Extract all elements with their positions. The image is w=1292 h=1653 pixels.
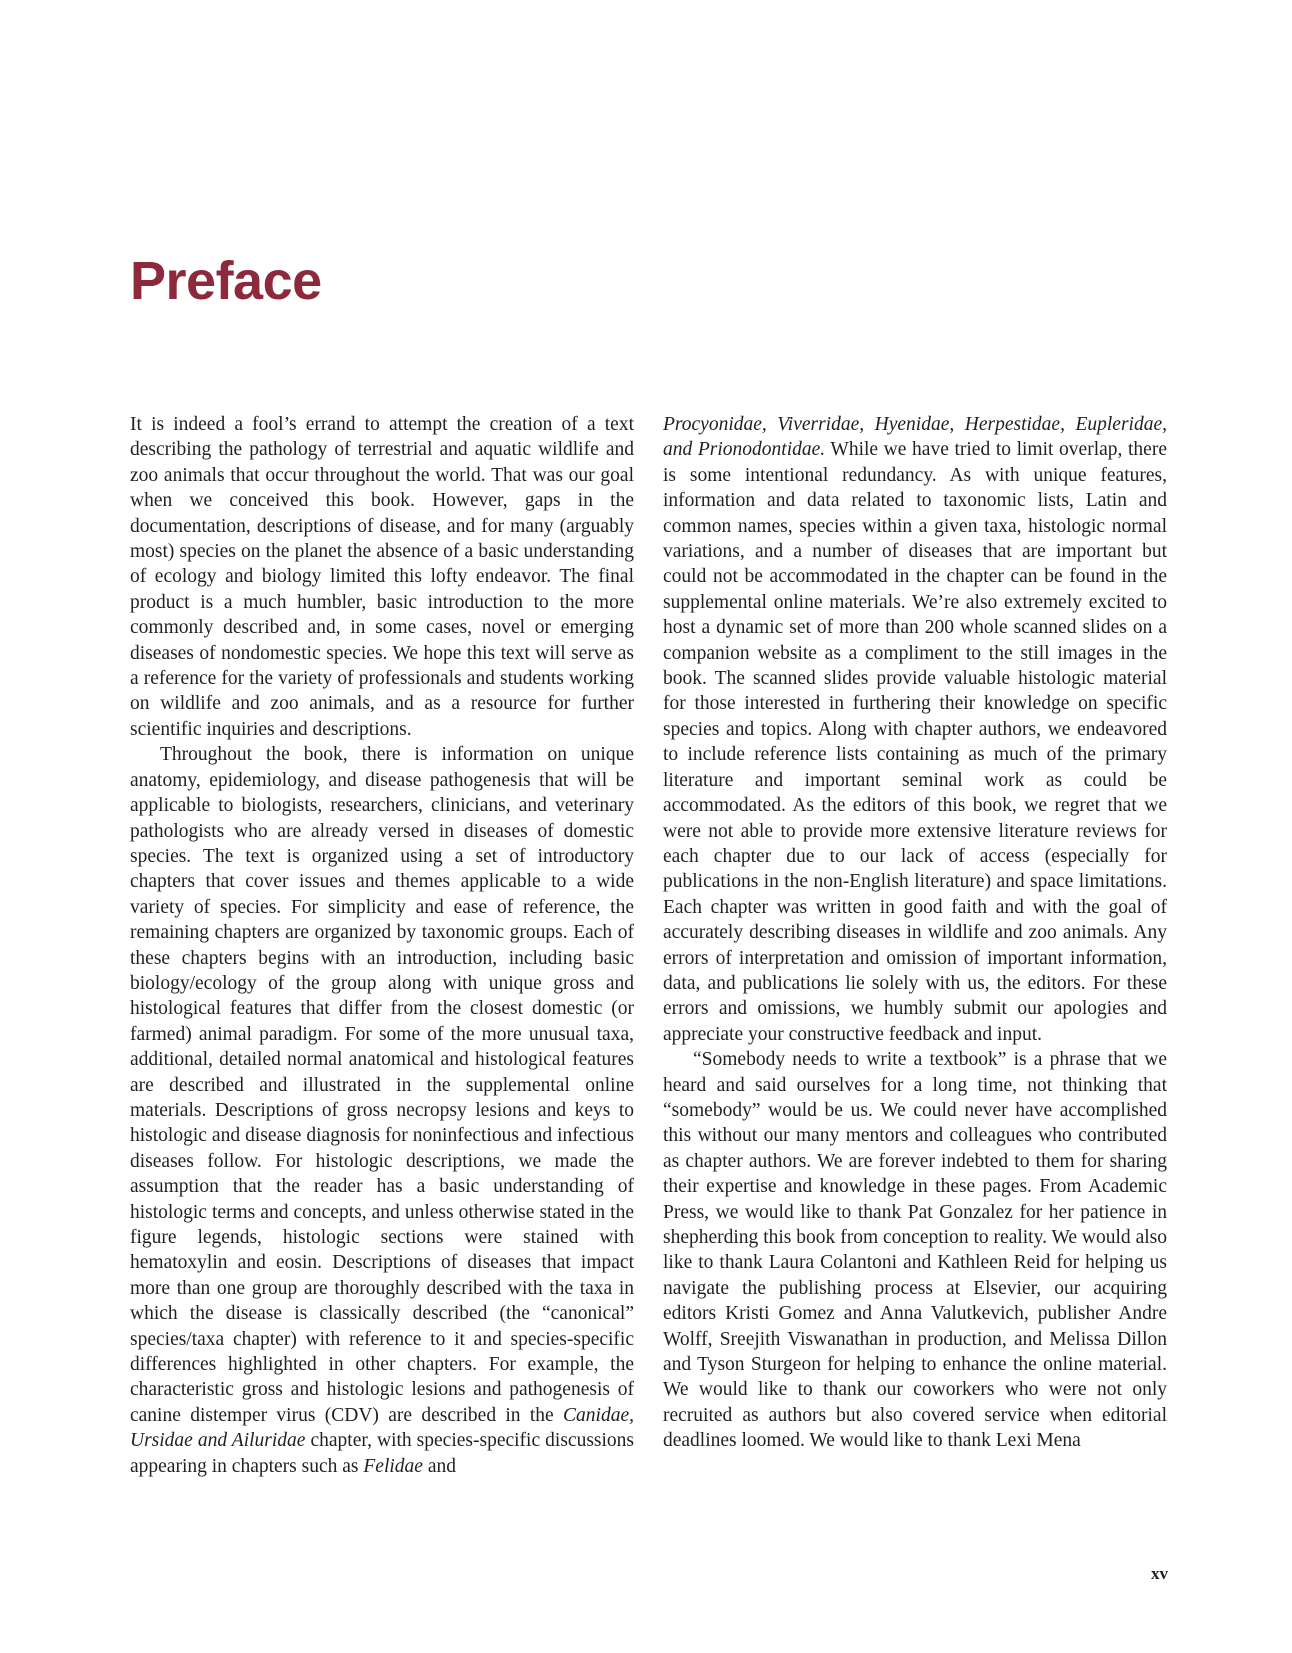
taxon-name: Felidae: [363, 1455, 423, 1477]
paragraph-organization: [130, 742, 634, 1479]
page-title: Preface: [130, 251, 322, 311]
paragraph-text: Throughout the book, there is information on unique anatomy, epidemiology, and disease pathogenesis that will be applicable to biologists, researchers, clinicians, and veterinary pathologists who are already versed in diseases of domestic species. The text is organized using a set of introductory chapters that cover issues and themes applicable to a wide variety of species. For simplicity and ease of reference, the remaining chapters are organized by taxonomic groups. Each of these chapters begins with an introduction, including basic biology/ecology of the group along with unique gross and histological features that differ from the closest domestic (or farmed) animal paradigm. For some of the more unusual taxa, additional, detailed normal anatomical and histological features are described and illustrated in the supplemental online materials. Descriptions of gross necropsy lesions and keys to histologic and disease diagnosis for noninfectious and infectious diseases follow. For histologic descriptions, we made the assumption that the reader has a basic understanding of histologic terms and concepts, and unless otherwise stated in the figure legends, histologic sections were stained with hematoxylin and eosin. Descriptions of diseases that impact more than one group are thoroughly described with the taxa in which the disease is classically described (the “canonical” species/taxa chapter) with reference to it and species-specific differences highlighted in other chapters. For example, the characteristic gross and histologic lesions and pathogenesis of canine distemper virus (CDV) are described in the: [130, 744, 634, 1426]
paragraph-intro: It is indeed a fool’s errand to attempt the creation of a text describing the pathology of terrestrial and aquatic wildlife and zoo animals that occur throughout the world. That was our goal when we conceived this book. However, gaps in the documentation, descriptions of disease, and for many (arguably most) species on the planet the absence of a basic understanding of ecology and biology limited this lofty endeavor. The final product is a much humbler, basic introduction to the more commonly described and, in some cases, novel or emerging diseases of nondomestic species. We hope this text will serve as a reference for the variety of professionals and students working on wildlife and zoo animals, and as a resource for further scientific inquiries and descriptions.: [130, 414, 634, 740]
paragraph-text: While we have tried to limit overlap, there is some intentional redundancy. As with unique features, information and data related to taxonomic lists, Latin and common names, species within a given taxa, histologic normal variations, and a number of diseases that are important but could not be accommodated in the chapter can be found in the supplemental online materials. We’re also extremely excited to host a dynamic set of more than 200 whole scanned slides on a companion website as a compliment to the still images in the book. The scanned slides provide valuable histologic material for those interested in furthering their knowledge on specific species and topics. Along with chapter authors, we endeavored to include reference lists containing as much of the primary literature and important seminal work as could be accommodated. As the editors of this book, we regret that we were not able to provide more extensive literature reviews for each chapter due to our lack of access (especially for publications in the non-English literature) and space limitations. Each chapter was written in good faith and with the goal of accurately describing diseases in wildlife and zoo animals. Any errors of interpretation and omission of important information, data, and publications lie solely with us, the editors. For these errors and omissions, we humbly submit our apologies and appreciate your constructive feedback and input.: [663, 439, 1167, 1045]
right-column: [663, 412, 1167, 1454]
paragraph-text: chapter, with species-specific discussions appearing in chapters such as: [130, 1430, 634, 1477]
page-number: xv: [1151, 1564, 1168, 1583]
paragraph-acknowledgements: “Somebody needs to write a textbook” is a phrase that we heard and said ourselves for a long time, not thinking that “somebody” would be us. We could never have accomplished this without our many mentors and colleagues who contributed as chapter authors. We are forever indebted to them for sharing their expertise and knowledge in these pages. From Academic Press, we would like to thank Pat Gonzalez for her patience in shepherding this book from conception to reality. We would also like to thank Laura Colantoni and Kathleen Reid for helping us navigate the publishing process at Elsevier, our acquiring editors Kristi Gomez and Anna Valutkevich, publisher Andre Wolff, Sreejith Viswanathan in production, and Melissa Dillon and Tyson Sturgeon for helping to enhance the online material. We would like to thank our coworkers who were not only recruited as authors but also covered service when editorial deadlines loomed. We would like to thank Lexi Mena: [663, 1049, 1167, 1452]
taxon-name: Canidae, Ursidae and Ailuridae: [130, 1404, 634, 1452]
left-column: [130, 412, 634, 1479]
paragraph-continued: [663, 412, 1167, 1047]
paragraph-text: and: [422, 1455, 456, 1477]
taxon-name: Procyonidae, Viverridae, Hyenidae, Herpestidae, Eupleridae, and Prionodontidae.: [663, 414, 1167, 461]
